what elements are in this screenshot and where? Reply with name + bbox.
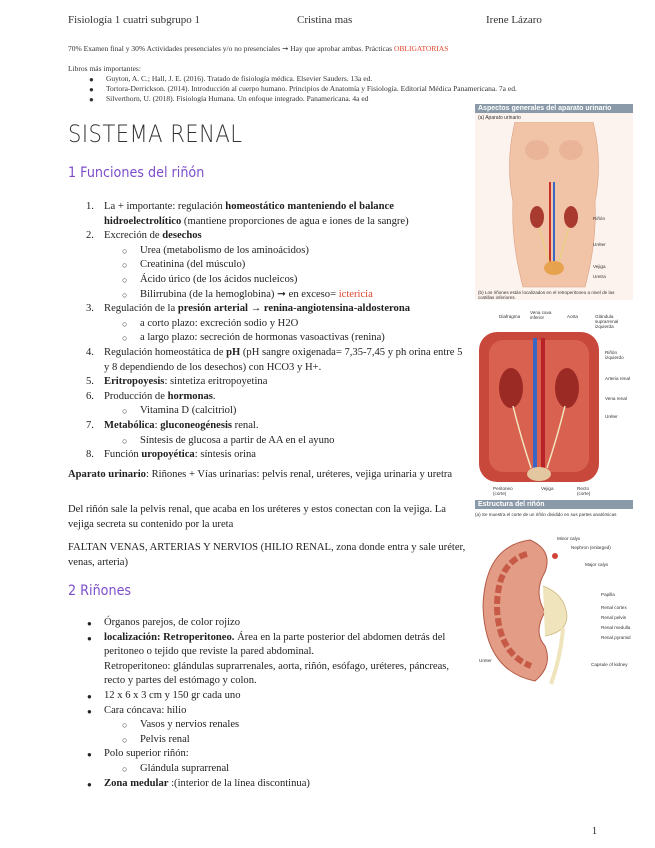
label-nephron: Nephron (enlarged) [571, 545, 611, 550]
sub-item [140, 273, 466, 288]
missing-paragraph: FALTAN VENAS, ARTERIAS Y NERVIOS (HILIO RENAL, zona donde entra y sale uréter, venas, arteria) [68, 542, 466, 568]
item-number: 4. [86, 346, 94, 358]
item-number: 2. [86, 230, 94, 242]
label-renal-cortex: Renal cortex [601, 605, 627, 610]
bold-text: pH [226, 346, 241, 358]
label-peritoneum: Peritoneo (corte) [493, 486, 513, 496]
text: Regulación de la [104, 303, 178, 315]
text: . [212, 390, 216, 402]
evaluation-text: 70% Examen final y 30% Actividades presenciales y/o no presenciales ➞ Hay que aprobar ambas. Prácticas [68, 44, 394, 53]
text: Síntesis de glucosa a partir de AA en el ayuno [140, 434, 335, 446]
abdomen-illustration [475, 328, 603, 488]
kidney-item [104, 631, 466, 689]
text: (pH sangre oxigenada= 7,35-7,45 y ph orina entre 5 y 8 dependiendo de los desechos) con HCO3 y H+. [104, 346, 463, 373]
figure-note: (b) Los riñones están localizados en el retroperitoneo a nivel de las costillas inferiores. [478, 290, 615, 300]
function-item [86, 229, 466, 244]
label-capsule: Capsule of kidney [591, 662, 628, 667]
urinary-system-figure [475, 104, 633, 300]
page-number: 1 [592, 826, 597, 837]
label-left-kidney: Riñón izquierdo [605, 350, 624, 360]
figure-subcaption: (a) Aparato urinario [478, 115, 521, 121]
text: : síntesis orina [194, 449, 256, 461]
bold-text: gluconeogénesis [160, 419, 233, 431]
bold-text: uropoyética [141, 449, 195, 461]
function-item [86, 419, 466, 434]
bold-text: desechos [162, 230, 202, 242]
sub-item [140, 331, 466, 346]
figure-note: (a) Se muestra el corte de un riñón dividido en sus partes anatómicas [475, 512, 617, 517]
label-adrenal: Glándula suprarrenal izquierda [595, 314, 619, 329]
bold-text: Eritropoyesis [104, 376, 165, 388]
function-item [86, 346, 466, 375]
text: Urea (metabolismo de los aminoácidos) [140, 244, 309, 256]
item-number: 3. [86, 303, 94, 315]
label-vena-cava: Vena cava inferior [530, 310, 552, 320]
text: Cara cóncava: hilio [104, 704, 187, 716]
label-ureter: Uréter [593, 242, 606, 247]
text: Función [104, 449, 142, 461]
text: Producción de [104, 390, 168, 402]
text: : Riñones + Vías urinarias: pelvis renal, uréteres, vejiga urinaria y uretra [145, 469, 453, 480]
kidney-structure-figure [475, 500, 633, 690]
sub-item [140, 258, 466, 273]
text: Órganos parejos, de color rojizo [104, 617, 241, 628]
sub-item [140, 288, 466, 303]
section-heading: 2 Riñones [68, 583, 132, 599]
text: (mantiene proporciones de agua e iones de la sangre) [181, 215, 409, 227]
text: Creatinina (del músculo) [140, 259, 246, 271]
sub-item [140, 404, 466, 419]
page-title: SISTEMA RENAL [68, 120, 243, 148]
text: Regulación homeostática de [104, 346, 227, 358]
section-heading: 1 Funciones del riñón [68, 165, 205, 181]
item-number: 6. [86, 390, 94, 402]
kidney-item [104, 777, 466, 792]
label-major-calyx: Major calyx [585, 562, 609, 567]
kidney-item [104, 704, 466, 719]
label-urethra: Uretra [593, 274, 606, 279]
book-item: ● Guyton, A. C.; Hall, J. E. (2016). Tratado de fisiología médica. Elsevier Sauders. 13a ed. [106, 74, 528, 84]
figure-caption: Estructura del riñón [475, 500, 633, 509]
function-item [86, 200, 466, 229]
header-professor: Irene Lázaro [486, 14, 542, 26]
text: Polo superior riñón: [104, 748, 189, 760]
text: Vitamina D (calcitriol) [140, 405, 237, 417]
kidneys-list [104, 616, 466, 791]
header-course: Fisiología 1 cuatri subgrupo 1 [68, 14, 200, 26]
text: Pelvis renal [140, 733, 190, 745]
highlight-text: ictericia [338, 288, 373, 300]
text: Vasos y nervios renales [140, 719, 240, 731]
label-renal-pyramid: Renal pyramid [601, 635, 631, 640]
sub-item [140, 733, 466, 748]
sub-item [140, 762, 466, 777]
text: Ácido úrico (de los ácidos nucleicos) [140, 273, 298, 285]
figure-caption: Aspectos generales del aparato urinario [475, 104, 633, 113]
label-renal-vein: Vena renal [605, 396, 627, 401]
retroperitoneum-figure [475, 310, 633, 496]
function-item [86, 302, 466, 317]
label-kidney: Riñón [593, 216, 606, 221]
bold-text: hormonas [167, 390, 213, 402]
text: Excreción de [104, 230, 163, 242]
kidney-item [104, 616, 466, 631]
bold-text: Aparato urinario [68, 469, 146, 480]
sub-item [140, 434, 466, 449]
books-heading: Libros más importantes: [68, 64, 141, 73]
evaluation-note [68, 44, 608, 54]
label-minor-calyx: Minor calyx [557, 536, 581, 541]
label-renal-pelvis: Renal pelvis [601, 615, 627, 620]
text: :(interior de la línea discontinua) [168, 777, 310, 789]
label-rectum: Recto (corte) [577, 486, 591, 496]
label-bladder-2: Vejiga [541, 486, 554, 491]
functions-list [86, 200, 466, 463]
kidney-item [104, 689, 466, 704]
function-item [86, 448, 466, 463]
label-ureter-3: Ureter [479, 658, 492, 663]
sub-item [140, 244, 466, 259]
text: a largo plazo: secreción de hormonas vasoactivas (renina) [140, 332, 385, 344]
book-item: ● Tortora-Derrickson. (2014). Introducción al cuerpo humano. Principios de Anatomía y Fisiología. Editorial Médica Panamericana. 7a ed. [106, 84, 528, 94]
sub-item [140, 718, 466, 733]
bold-text: localización: Retroperitoneo. [104, 631, 235, 643]
text: Bilirrubina (de la hemoglobina) ➞ en exceso= [140, 288, 339, 300]
label-renal-medulla: Renal medulla [601, 625, 631, 630]
bold-text: Metabólica [104, 419, 155, 431]
pelvis-paragraph: Del riñón sale la pelvis renal, que acaba en los uréteres y estos conectan con la vejiga. La vejiga secreta su contenido por la ureta [68, 504, 446, 530]
evaluation-highlight: OBLIGATORIAS [393, 44, 449, 53]
text: : [154, 419, 161, 431]
sub-item [140, 317, 466, 332]
books-list [68, 64, 528, 104]
function-item [86, 375, 466, 390]
text: Glándula suprarrenal [140, 762, 230, 774]
label-diaphragm: Diafragma [499, 314, 521, 319]
text: 12 x 6 x 3 cm y 150 gr cada uno [104, 689, 241, 701]
header-author: Cristina mas [297, 14, 353, 26]
label-ureter-2: Uréter [605, 414, 618, 419]
kidney-item [104, 747, 466, 762]
aparato-paragraph [68, 468, 466, 483]
label-aorta: Aorta [567, 314, 578, 319]
text: renal. [232, 419, 259, 431]
torso-illustration [475, 122, 633, 292]
book-item: ● Silverthorn, U. (2018). Fisiología Humana. Un enfoque integrado. Panamericana. 4a ed [106, 94, 528, 104]
text: La + importante: regulación [104, 201, 226, 212]
function-item [86, 390, 466, 405]
item-extra: Retroperitoneo: glándulas suprarrenales, aorta, riñón, esófago, uréteres, páncreas, recto y partes del estómago y colon. [104, 660, 450, 687]
item-number: 8. [86, 449, 94, 461]
label-renal-artery: Arteria renal [605, 376, 631, 381]
item-number: 1. [86, 201, 94, 212]
bold-text: presión arterial → renina-angiotensina-aldosterona [177, 303, 411, 315]
item-number: 5. [86, 376, 94, 388]
label-bladder: Vejiga [593, 264, 606, 269]
item-number: 7. [86, 419, 94, 431]
text: : sintetiza eritropoyetina [164, 376, 268, 388]
label-papilla: Papilla [601, 592, 615, 597]
kidney-section-illustration [475, 536, 595, 686]
bold-text: Zona medular [104, 777, 169, 789]
text: a corto plazo: excreción sodio y H2O [140, 317, 299, 329]
text: Área en la parte posterior del abdomen detrás del peritoneo o tejido que reviste la pared abdominal. [104, 631, 446, 658]
bold-text: homeostático manteniendo el balance hidroelectrolítico [104, 201, 394, 227]
